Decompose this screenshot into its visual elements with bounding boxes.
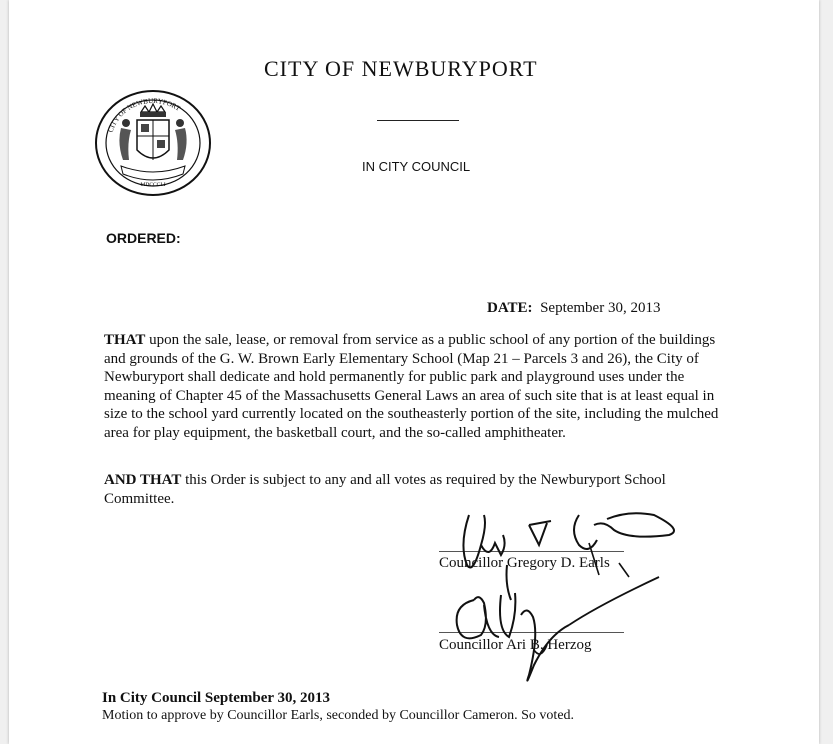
signatory-name-2: Councillor Ari B. Herzog (439, 637, 592, 653)
council-heading: IN CITY COUNCIL (362, 159, 471, 174)
order-date (487, 300, 660, 317)
ordered-label: ORDERED: (106, 230, 181, 246)
svg-text:CITY OF NEWBURYPORT: CITY OF NEWBURYPORT (106, 96, 182, 134)
signature-line-1 (439, 551, 624, 552)
title-divider (377, 120, 459, 121)
footer-motion-text: Motion to approve by Councillor Earls, seconded by Councillor Cameron. So voted. (102, 708, 575, 723)
order-paragraph-1 (104, 331, 729, 442)
para2-text: this Order is subject to any and all votes as required by the Newburyport School Committee. (104, 472, 666, 507)
date-label: DATE: (487, 300, 533, 316)
footer-title: In City Council September 30, 2013 (102, 690, 331, 706)
document-page (9, 0, 819, 744)
order-paragraph-2 (104, 471, 729, 508)
signature-line-2 (439, 632, 624, 633)
seal-year: MDCCCLI (140, 182, 166, 188)
para2-lead: AND THAT (104, 472, 182, 488)
city-title: CITY OF NEWBURYPORT (264, 56, 538, 81)
date-value: September 30, 2013 (540, 300, 661, 316)
para1-text: upon the sale, lease, or removal from service as a public school of any portion of the buildings and grounds of the G. W. Brown Early Elementary School (Map 21 – Parcels 3 and 26), the City of Newburyport shall dedicate and hold permanently for public park and playground uses under the meaning of Chapter 45 of the Massachusetts General Laws an area of such site that is at least equal in size to the school yard currently located on the southeasterly portion of the site, including the mulched area for play equipment, the basketball court, and the so-called amphitheater. (104, 332, 719, 441)
handwritten-signatures (429, 485, 689, 725)
signatory-name-1: Councillor Gregory D. Earls (439, 555, 610, 571)
city-seal-logo (93, 88, 213, 198)
para1-lead: THAT (104, 332, 146, 348)
